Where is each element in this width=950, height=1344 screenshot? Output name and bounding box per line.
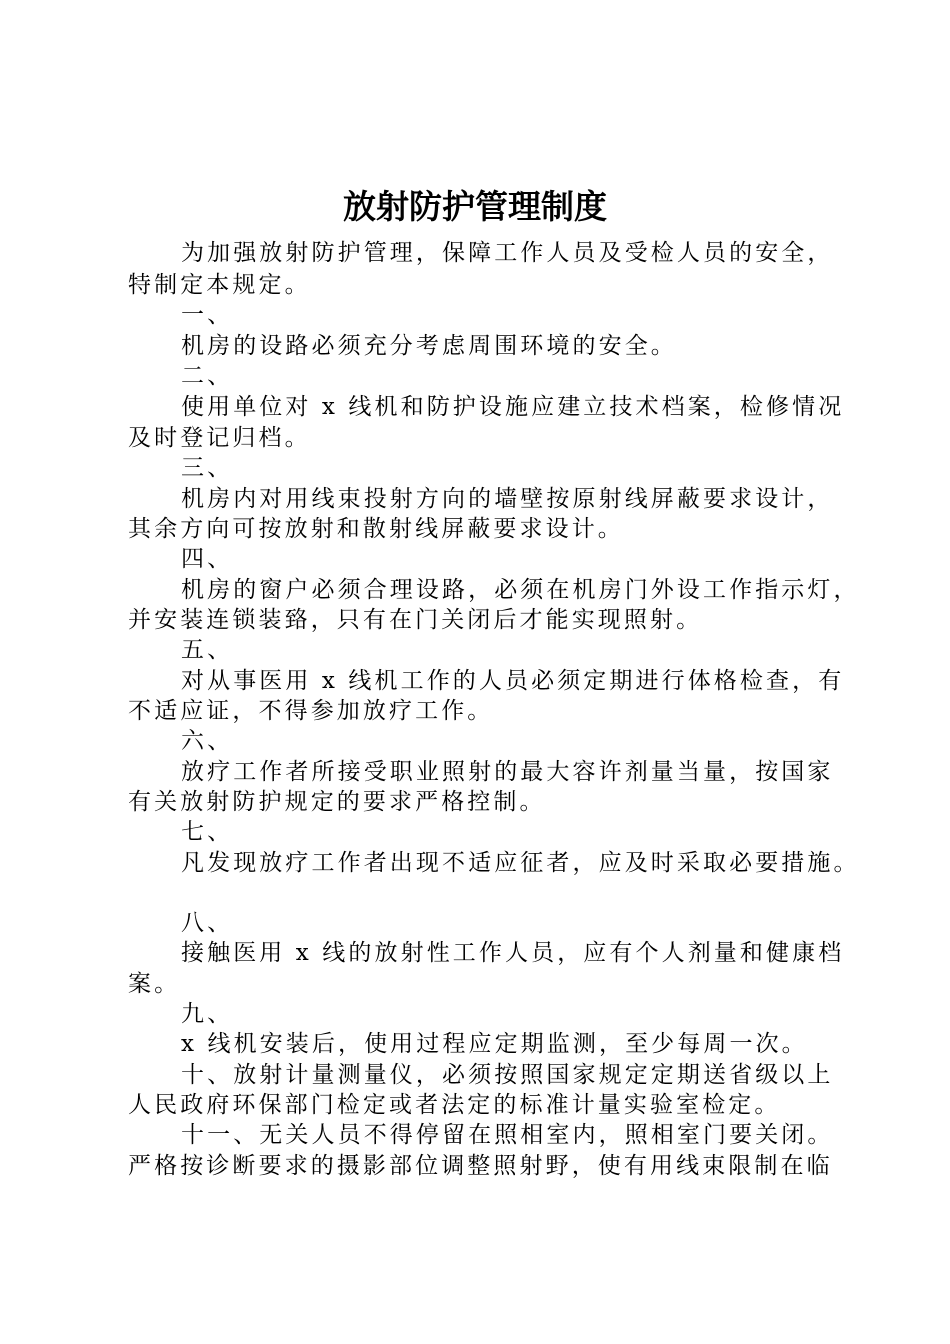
section-number: 二、 bbox=[181, 363, 234, 389]
section-number: 九、 bbox=[181, 1001, 234, 1027]
text-line: 特制定本规定。 bbox=[128, 272, 311, 298]
section-number: 六、 bbox=[181, 728, 234, 754]
text-line: 对从事医用 x 线机工作的人员必须定期进行体格检查，有 bbox=[181, 668, 845, 694]
text-line: 凡发现放疗工作者出现不适应征者，应及时采取必要措施。 bbox=[181, 850, 860, 876]
text-line: 放疗工作者所接受职业照射的最大容许剂量当量，按国家 bbox=[181, 759, 834, 785]
text-line: 机房内对用线束投射方向的墙壁按原射线屏蔽要求设计， bbox=[181, 486, 834, 512]
section-number: 五、 bbox=[181, 637, 234, 663]
document-title: 放射防护管理制度 bbox=[343, 187, 607, 226]
text-line: 及时登记归档。 bbox=[128, 425, 311, 451]
text-line: 并安装连锁装臵，只有在门关闭后才能实现照射。 bbox=[128, 607, 703, 633]
text-line: 人民政府环保部门检定或者法定的标准计量实验室检定。 bbox=[128, 1092, 781, 1118]
text-line: 接触医用 x 线的放射性工作人员，应有个人剂量和健康档 bbox=[181, 940, 845, 966]
text-line: 使用单位对 x 线机和防护设施应建立技术档案，检修情况 bbox=[181, 394, 845, 420]
section-number: 七、 bbox=[181, 819, 234, 845]
section-number: 一、 bbox=[181, 302, 234, 328]
text-line: 十、放射计量测量仪，必须按照国家规定定期送省级以上 bbox=[181, 1062, 834, 1088]
text-line: 十一、无关人员不得停留在照相室内，照相室门要关闭。 bbox=[181, 1122, 834, 1148]
text-line: 案。 bbox=[128, 971, 181, 997]
section-number: 四、 bbox=[181, 546, 234, 572]
section-number: 三、 bbox=[181, 455, 234, 481]
section-number: 八、 bbox=[181, 910, 234, 936]
text-line: 有关放射防护规定的要求严格控制。 bbox=[128, 789, 546, 815]
text-line: 机房的窗户必须合理设路，必须在机房门外设工作指示灯， bbox=[181, 577, 860, 603]
text-line: 其余方向可按放射和散射线屏蔽要求设计。 bbox=[128, 516, 624, 542]
text-line: 不适应证，不得参加放疗工作。 bbox=[128, 698, 494, 724]
text-line: 严格按诊断要求的摄影部位调整照射野，使有用线束限制在临 bbox=[128, 1153, 833, 1179]
text-line: 机房的设路必须充分考虑周围环境的安全。 bbox=[181, 333, 677, 359]
text-line: 为加强放射防护管理，保障工作人员及受检人员的安全， bbox=[181, 240, 834, 266]
text-line: x 线机安装后，使用过程应定期监测，至少每周一次。 bbox=[181, 1031, 808, 1057]
